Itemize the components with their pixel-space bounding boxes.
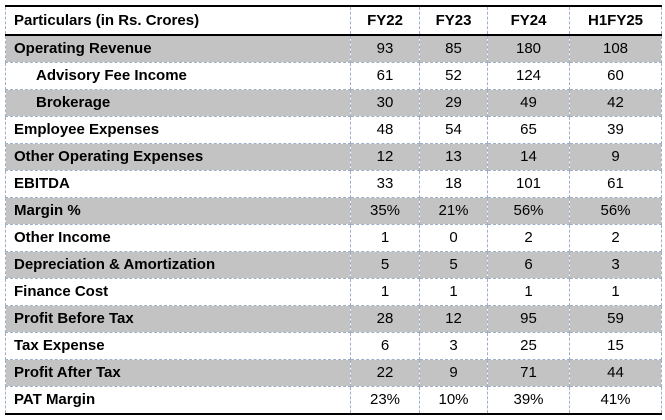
table-row (6, 279, 662, 306)
cell-value: 6 (351, 333, 420, 360)
cell-value: 28 (351, 306, 420, 333)
row-label: Tax Expense (6, 333, 351, 360)
header-particulars: Particulars (in Rs. Crores) (6, 6, 351, 35)
cell-value: 56% (488, 198, 570, 225)
cell-value: 1 (351, 225, 420, 252)
cell-value: 23% (351, 387, 420, 415)
cell-value: 9 (570, 144, 662, 171)
cell-value: 54 (420, 117, 488, 144)
cell-value: 49 (488, 90, 570, 117)
cell-value: 33 (351, 171, 420, 198)
cell-value: 9 (420, 360, 488, 387)
row-label: Margin % (6, 198, 351, 225)
table-row (6, 252, 662, 279)
cell-value: 108 (570, 35, 662, 63)
cell-value: 2 (488, 225, 570, 252)
cell-value: 61 (351, 63, 420, 90)
cell-value: 85 (420, 35, 488, 63)
cell-value: 15 (570, 333, 662, 360)
header-col-fy22: FY22 (351, 6, 420, 35)
cell-value: 3 (420, 333, 488, 360)
row-label: Depreciation & Amortization (6, 252, 351, 279)
table-row (6, 198, 662, 225)
cell-value: 42 (570, 90, 662, 117)
row-label: Finance Cost (6, 279, 351, 306)
cell-value: 39 (570, 117, 662, 144)
cell-value: 2 (570, 225, 662, 252)
cell-value: 180 (488, 35, 570, 63)
cell-value: 6 (488, 252, 570, 279)
cell-value: 1 (488, 279, 570, 306)
header-col-h1fy25: H1FY25 (570, 6, 662, 35)
cell-value: 3 (570, 252, 662, 279)
table-row (6, 360, 662, 387)
cell-value: 52 (420, 63, 488, 90)
table-row (6, 387, 662, 415)
cell-value: 61 (570, 171, 662, 198)
table-row (6, 225, 662, 252)
cell-value: 10% (420, 387, 488, 415)
table-row (6, 171, 662, 198)
cell-value: 59 (570, 306, 662, 333)
cell-value: 41% (570, 387, 662, 415)
cell-value: 25 (488, 333, 570, 360)
table-row (6, 144, 662, 171)
cell-value: 56% (570, 198, 662, 225)
cell-value: 1 (420, 279, 488, 306)
cell-value: 65 (488, 117, 570, 144)
financials-table (5, 5, 662, 415)
cell-value: 12 (420, 306, 488, 333)
cell-value: 21% (420, 198, 488, 225)
cell-value: 14 (488, 144, 570, 171)
row-label: Profit After Tax (6, 360, 351, 387)
cell-value: 22 (351, 360, 420, 387)
cell-value: 93 (351, 35, 420, 63)
table-row (6, 63, 662, 90)
cell-value: 13 (420, 144, 488, 171)
cell-value: 60 (570, 63, 662, 90)
cell-value: 29 (420, 90, 488, 117)
cell-value: 5 (351, 252, 420, 279)
table-row (6, 90, 662, 117)
table-row (6, 306, 662, 333)
header-row (6, 6, 662, 35)
cell-value: 44 (570, 360, 662, 387)
cell-value: 0 (420, 225, 488, 252)
table-row (6, 333, 662, 360)
row-label: Brokerage (6, 90, 351, 117)
cell-value: 95 (488, 306, 570, 333)
table-row (6, 35, 662, 63)
row-label: Advisory Fee Income (6, 63, 351, 90)
cell-value: 35% (351, 198, 420, 225)
cell-value: 30 (351, 90, 420, 117)
cell-value: 1 (351, 279, 420, 306)
cell-value: 5 (420, 252, 488, 279)
cell-value: 12 (351, 144, 420, 171)
row-label: Operating Revenue (6, 35, 351, 63)
row-label: Profit Before Tax (6, 306, 351, 333)
header-col-fy24: FY24 (488, 6, 570, 35)
row-label: Other Operating Expenses (6, 144, 351, 171)
row-label: Employee Expenses (6, 117, 351, 144)
cell-value: 1 (570, 279, 662, 306)
cell-value: 39% (488, 387, 570, 415)
cell-value: 18 (420, 171, 488, 198)
cell-value: 101 (488, 171, 570, 198)
cell-value: 71 (488, 360, 570, 387)
row-label: EBITDA (6, 171, 351, 198)
row-label: PAT Margin (6, 387, 351, 415)
table-row (6, 117, 662, 144)
cell-value: 48 (351, 117, 420, 144)
header-col-fy23: FY23 (420, 6, 488, 35)
row-label: Other Income (6, 225, 351, 252)
cell-value: 124 (488, 63, 570, 90)
